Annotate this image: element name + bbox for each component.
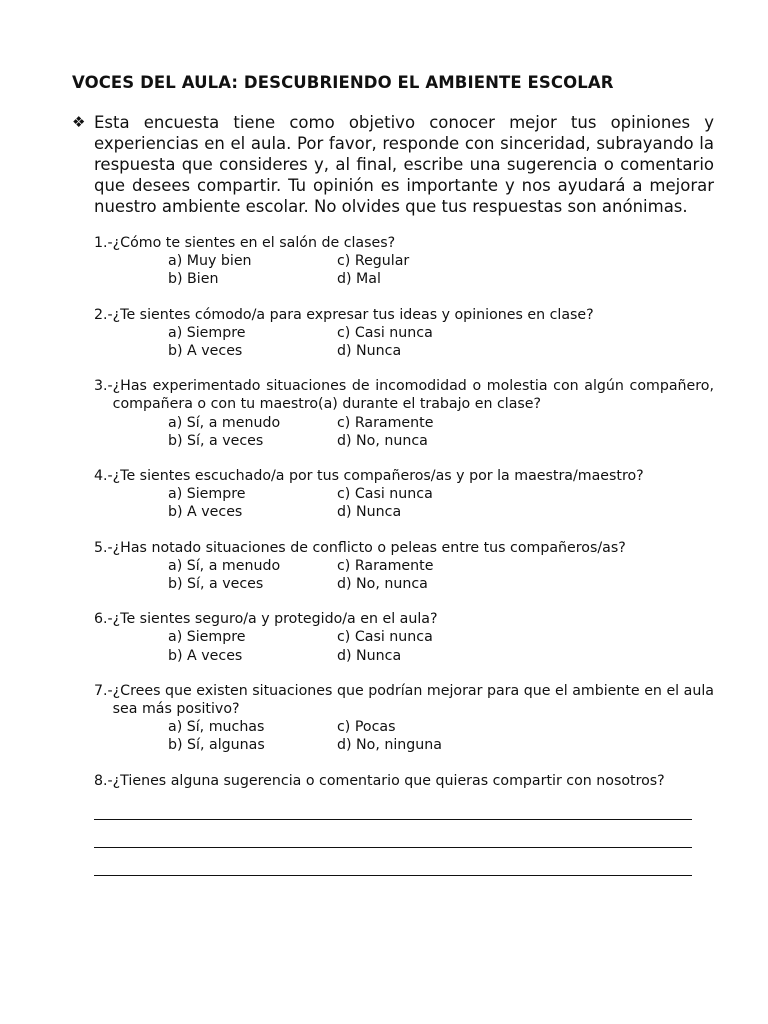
option-a[interactable]: a) Siempre <box>168 629 246 646</box>
option-c[interactable]: c) Raramente <box>337 557 434 574</box>
question-number: 4.- <box>94 468 113 485</box>
question-number: 3.- <box>94 378 113 395</box>
question-6 <box>94 610 714 665</box>
question-7 <box>94 682 714 755</box>
option-b[interactable]: b) Sí, a veces <box>168 432 264 449</box>
answer-lines <box>72 803 714 876</box>
option-c[interactable]: c) Regular <box>337 253 410 270</box>
option-b[interactable]: b) Sí, algunas <box>168 737 265 754</box>
document-title: VOCES DEL AULA: DESCUBRIENDO EL AMBIENTE ESCOLAR <box>72 73 614 92</box>
intro-paragraph <box>72 112 714 217</box>
option-c[interactable]: c) Pocas <box>337 719 396 736</box>
question-number: 7.- <box>94 682 113 699</box>
question-number: 1.- <box>94 235 113 251</box>
option-a[interactable]: a) Sí, muchas <box>168 719 265 736</box>
question-text: ¿Te sientes seguro/a y protegido/a en el aula? <box>112 611 438 628</box>
question-1 <box>94 234 714 289</box>
option-c[interactable]: c) Casi nunca <box>337 486 433 503</box>
answer-options <box>168 718 714 754</box>
answer-options <box>168 628 714 664</box>
question-text: ¿Te sientes cómodo/a para expresar tus ideas y opiniones en clase? <box>112 306 594 323</box>
option-d[interactable]: d) Nunca <box>337 647 402 664</box>
answer-options <box>168 252 714 288</box>
question-list <box>72 234 714 790</box>
question-8 <box>94 772 714 790</box>
question-4 <box>94 467 714 522</box>
option-d[interactable]: d) No, nunca <box>337 576 428 593</box>
option-d[interactable]: d) No, nunca <box>337 432 428 449</box>
option-a[interactable]: a) Muy bien <box>168 253 252 270</box>
option-b[interactable]: b) A veces <box>168 647 243 664</box>
option-d[interactable]: d) Mal <box>337 271 381 288</box>
intro-text: Esta encuesta tiene como objetivo conocer mejor tus opiniones y experiencias en el aula. Por favor, responde con sinceridad, subrayando la respuesta que consideres y, al final, escribe una sugerencia o comentario que desees compartir. Tu opinión es importante y nos ayudará a mejorar nuestro ambiente escolar. No olvides que tus respuestas son anónimas. <box>94 113 714 216</box>
question-text: ¿Has notado situaciones de conflicto o peleas entre tus compañeros/as? <box>112 539 626 556</box>
question-5 <box>94 539 714 594</box>
answer-options <box>168 485 714 521</box>
option-a[interactable]: a) Sí, a menudo <box>168 414 281 431</box>
answer-line-2[interactable] <box>94 820 692 848</box>
option-c[interactable]: c) Casi nunca <box>337 324 433 341</box>
option-b[interactable]: b) Sí, a veces <box>168 576 264 593</box>
question-number: 8.- <box>94 772 113 789</box>
question-text: ¿Tienes alguna sugerencia o comentario que quieras compartir con nosotros? <box>112 772 665 789</box>
option-b[interactable]: b) A veces <box>168 343 243 360</box>
answer-options <box>168 557 714 593</box>
answer-line-1[interactable] <box>94 803 692 820</box>
option-d[interactable]: d) Nunca <box>337 504 402 521</box>
option-a[interactable]: a) Siempre <box>168 324 246 341</box>
option-b[interactable]: b) A veces <box>168 504 243 521</box>
answer-options <box>168 324 714 360</box>
option-c[interactable]: c) Raramente <box>337 414 434 431</box>
question-text: ¿Cómo te sientes en el salón de clases? <box>112 235 396 251</box>
option-d[interactable]: d) No, ninguna <box>337 737 442 754</box>
answer-options <box>168 414 714 450</box>
question-3 <box>94 377 714 450</box>
question-number: 5.- <box>94 539 113 556</box>
option-c[interactable]: c) Casi nunca <box>337 629 433 646</box>
diamond-bullet-icon: ❖ <box>72 113 86 131</box>
question-text: ¿Has experimentado situaciones de incomodidad o molestia con algún compañero, compañera o con tu maestro(a) durante el trabajo en clase? <box>112 378 714 413</box>
option-a[interactable]: a) Siempre <box>168 486 246 503</box>
answer-line-3[interactable] <box>94 848 692 876</box>
option-d[interactable]: d) Nunca <box>337 343 402 360</box>
question-2 <box>94 306 714 361</box>
option-a[interactable]: a) Sí, a menudo <box>168 557 281 574</box>
question-number: 2.- <box>94 306 113 323</box>
question-text: ¿Crees que existen situaciones que podrían mejorar para que el ambiente en el aula sea más positivo? <box>112 682 714 718</box>
option-b[interactable]: b) Bien <box>168 271 219 288</box>
question-text: ¿Te sientes escuchado/a por tus compañeros/as y por la maestra/maestro? <box>112 468 644 485</box>
question-number: 6.- <box>94 611 113 628</box>
